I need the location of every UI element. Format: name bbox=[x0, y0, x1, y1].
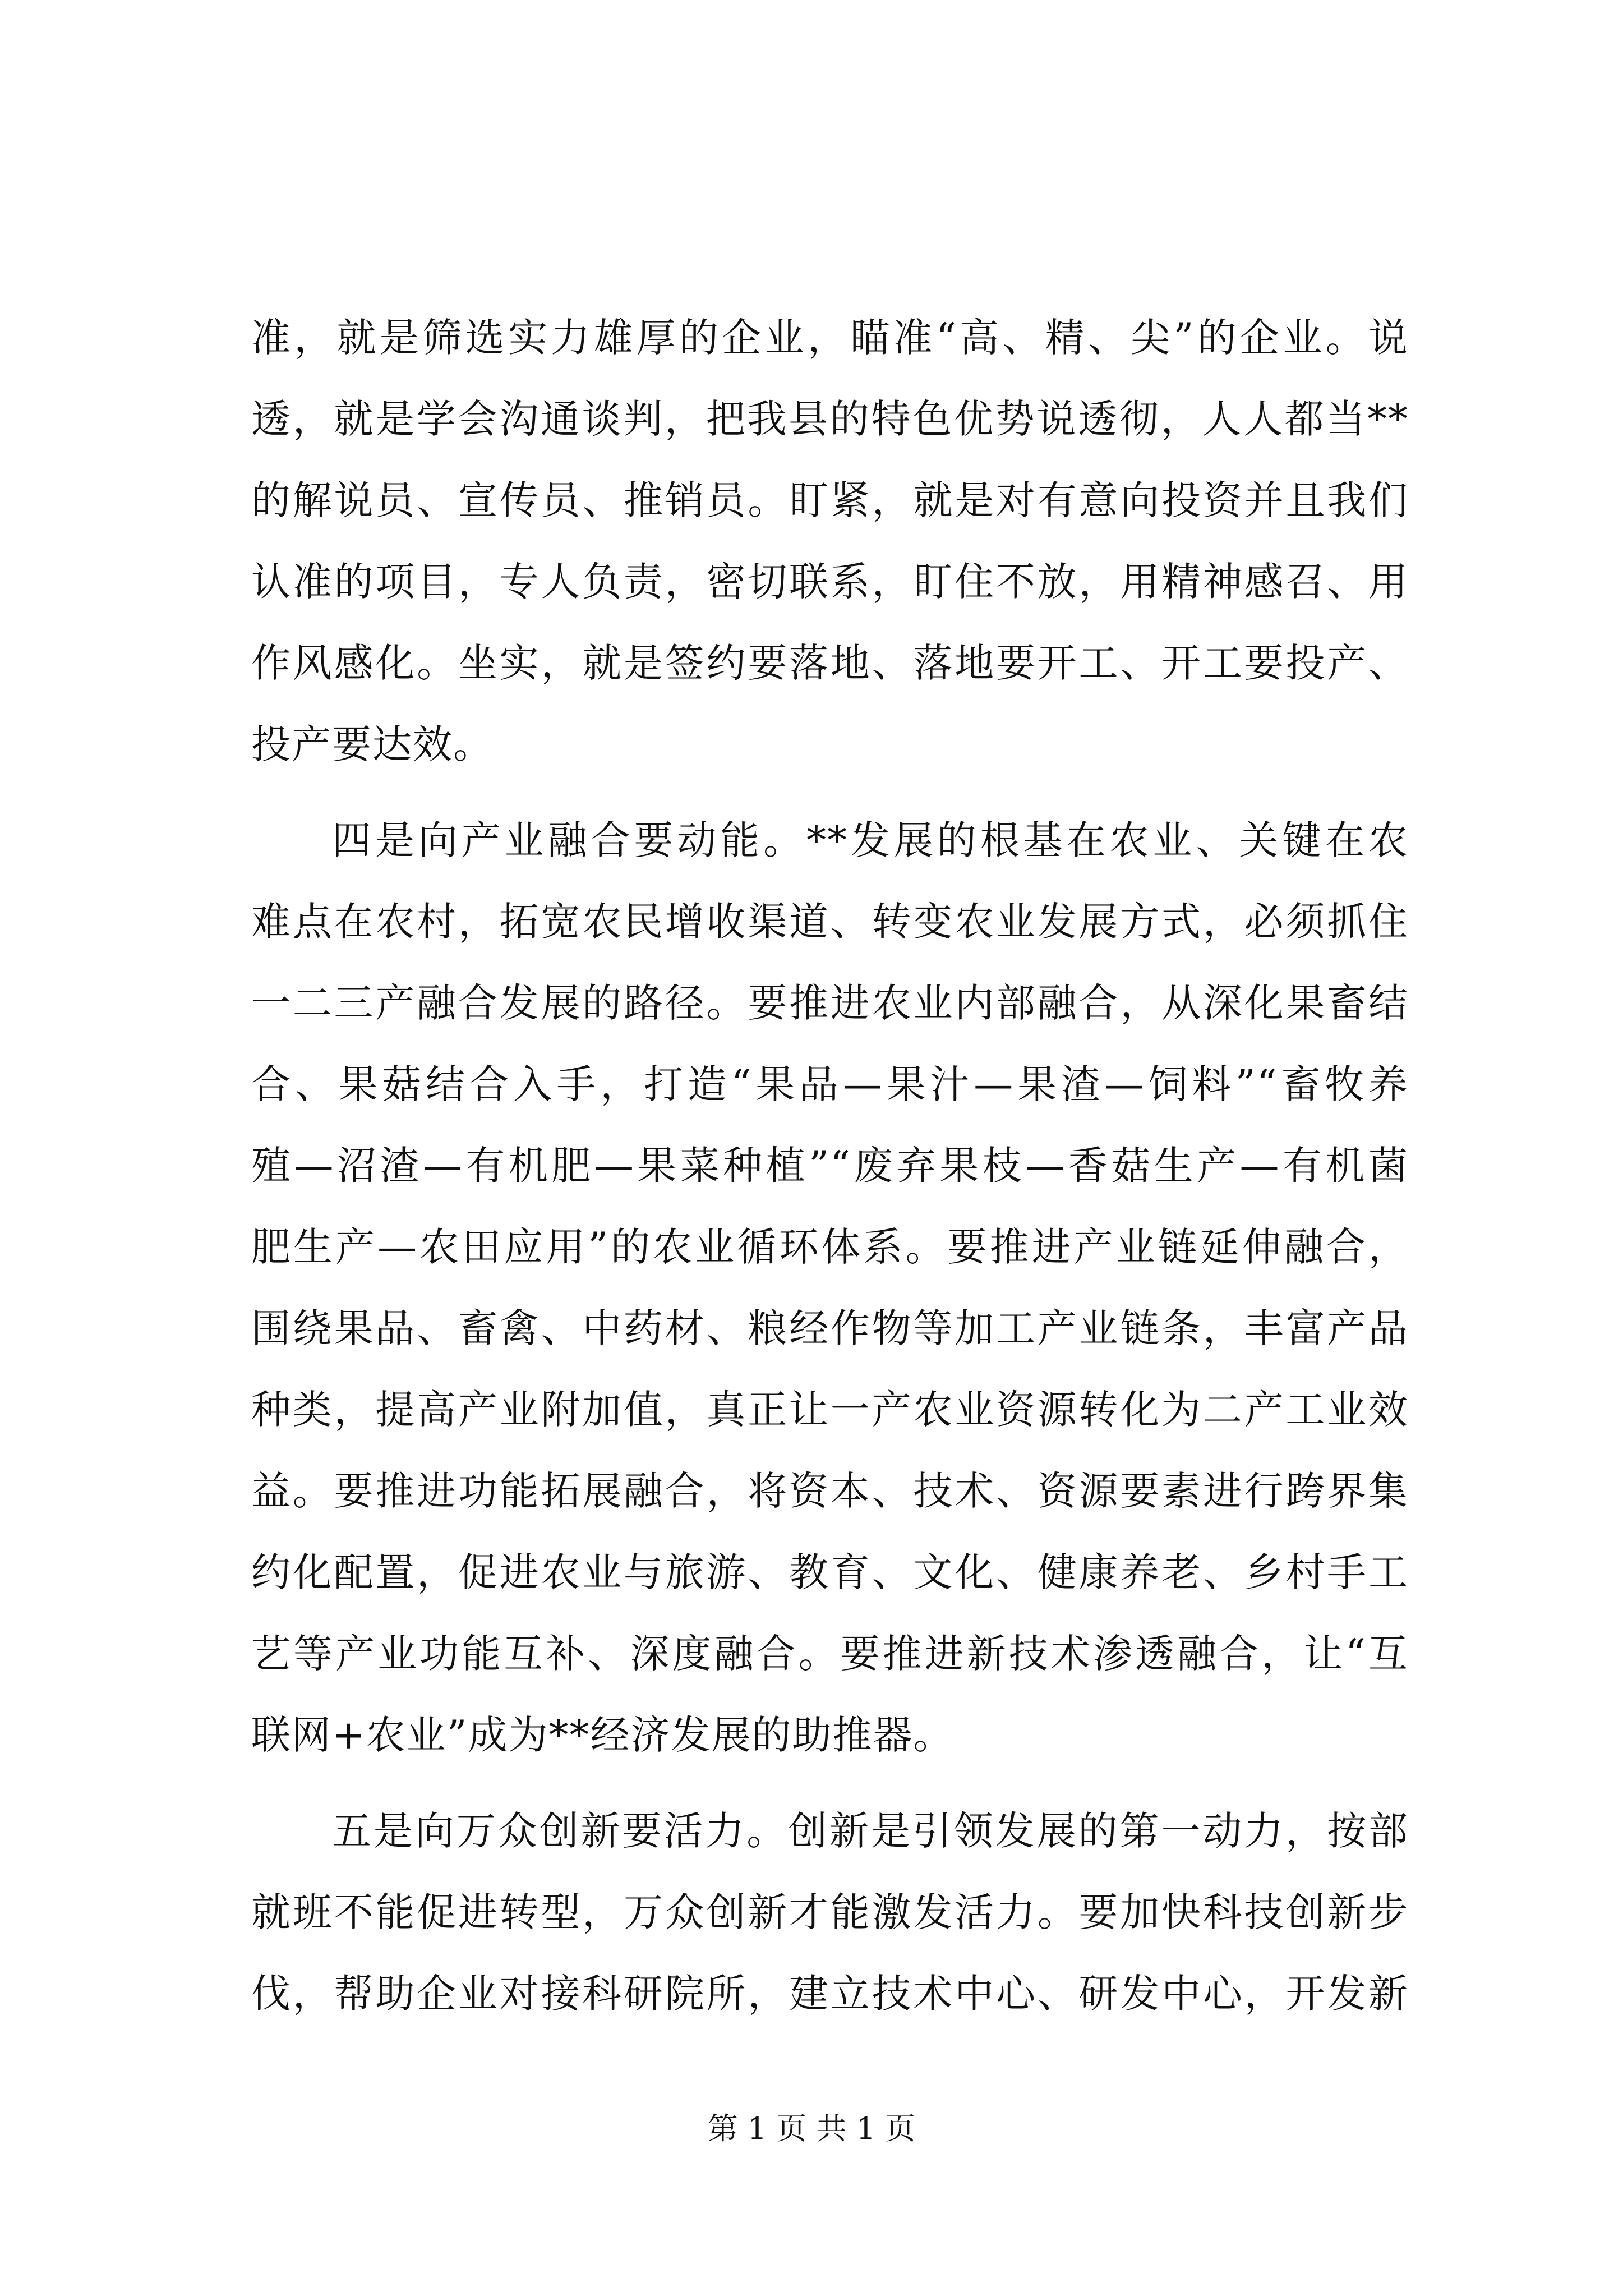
text-line: 肥生产—农田应用”的农业循环体系。要推进产业链延伸融合， bbox=[251, 1224, 1409, 1270]
text-line: 种类，提高产业附加值，真正让一产农业资源转化为二产工业效 bbox=[251, 1387, 1409, 1433]
text-line: 益。要推进功能拓展融合，将资本、技术、资源要素进行跨界集 bbox=[251, 1468, 1409, 1514]
text-line: 联网+农业”成为**经济发展的助推器。 bbox=[251, 1712, 954, 1758]
text-line: 约化配置，促进农业与旅游、教育、文化、健康养老、乡村手工 bbox=[251, 1549, 1409, 1595]
text-line: 透，就是学会沟通谈判，把我县的特色优势说透彻，人人都当** bbox=[251, 396, 1409, 442]
document-body bbox=[251, 297, 1409, 2035]
text-line: 伐，帮助企业对接科研院所，建立技术中心、研发中心，开发新 bbox=[251, 1971, 1409, 2017]
text-line: 就班不能促进转型，万众创新才能激发活力。要加快科技创新步 bbox=[251, 1889, 1409, 1935]
text-line: 的解说员、宣传员、推销员。盯紧，就是对有意向投资并且我们 bbox=[251, 477, 1409, 523]
text-line: 认准的项目，专人负责，密切联系，盯住不放，用精神感召、用 bbox=[251, 559, 1409, 605]
text-line: 难点在农村，拓宽农民增收渠道、转变农业发展方式，必须抓住 bbox=[251, 899, 1409, 945]
text-line: 作风感化。坐实，就是签约要落地、落地要开工、开工要投产、 bbox=[251, 640, 1409, 686]
paragraph-first-line: 四是向产业融合要动能。**发展的根基在农业、关键在农 bbox=[332, 817, 1409, 863]
paragraph-first-line: 五是向万众创新要活力。创新是引领发展的第一动力，按部 bbox=[332, 1808, 1409, 1854]
text-line: 准，就是筛选实力雄厚的企业，瞄准“高、精、尖”的企业。说 bbox=[251, 315, 1409, 361]
text-line: 围绕果品、畜禽、中药材、粮经作物等加工产业链条，丰富产品 bbox=[251, 1305, 1409, 1351]
text-line: 合、果菇结合入手，打造“果品—果汁—果渣—饲料”“畜牧养 bbox=[251, 1061, 1409, 1107]
text-line: 投产要达效。 bbox=[251, 721, 494, 767]
text-line: 一二三产融合发展的路径。要推进农业内部融合，从深化果畜结 bbox=[251, 980, 1409, 1026]
text-line: 殖—沼渣—有机肥—果菜种植”“废弃果枝—香菇生产—有机菌 bbox=[251, 1143, 1409, 1189]
text-line: 艺等产业功能互补、深度融合。要推进新技术渗透融合，让“互 bbox=[251, 1631, 1409, 1677]
page-number-footer: 第 1 页 共 1 页 bbox=[707, 2111, 916, 2146]
